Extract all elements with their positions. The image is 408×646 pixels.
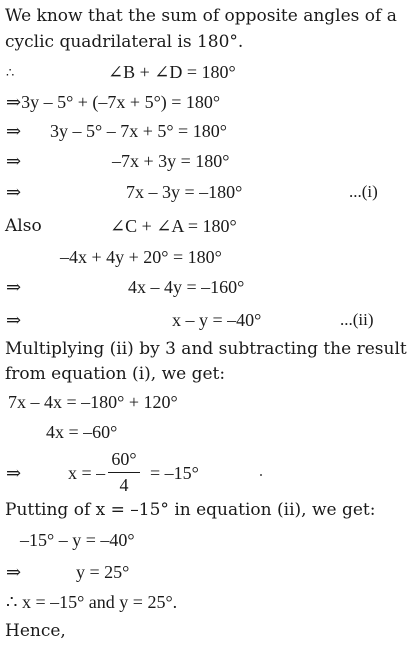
equation-expanded: 3y – 5° – 7x + 5° = 180° <box>50 121 227 141</box>
conclusion-line: ∴ x = –15° and y = 25°. <box>6 592 178 612</box>
equation-y: y = 25° <box>76 562 130 582</box>
implies-arrow: ⇒ <box>6 121 22 141</box>
implies-arrow: ⇒ <box>6 463 22 483</box>
implies-arrow: ⇒ <box>6 562 22 582</box>
stray-mark <box>260 474 262 476</box>
equation-4x: 4x = –60° <box>46 422 118 442</box>
intro-line-1: We know that the sum of opposite angles of a <box>5 6 397 26</box>
equation-simplified: –7x + 3y = 180° <box>112 151 230 171</box>
equation-x-lhs: x = – <box>68 463 106 483</box>
implies-arrow: ⇒ <box>6 182 22 202</box>
equation-c-plus-a: ∠C + ∠A = 180° <box>110 216 237 236</box>
equation-subtracted: 7x – 4x = –180° + 120° <box>8 392 178 412</box>
equation-substituted: ⇒3y – 5° + (–7x + 5°) = 180° <box>6 92 221 112</box>
putting-line: Putting of x = –15° in equation (ii), we get: <box>5 500 376 520</box>
implies-arrow: ⇒ <box>6 277 22 297</box>
equation-ii: x – y = –40° <box>172 310 262 330</box>
equation-b-plus-d: ∠B + ∠D = 180° <box>108 62 236 82</box>
intro-line-2: cyclic quadrilateral is 180°. <box>5 32 244 52</box>
fraction-denominator: 4 <box>119 475 129 495</box>
equation-substitute-x: –15° – y = –40° <box>20 530 135 550</box>
equation-tag-ii: ...(ii) <box>340 310 374 329</box>
implies-arrow: ⇒ <box>6 151 22 171</box>
hence-label: Hence, <box>5 621 66 641</box>
also-label: Also <box>5 216 42 236</box>
therefore-symbol: ∴ <box>6 65 15 80</box>
implies-arrow: ⇒ <box>6 310 22 330</box>
equation-rearranged: 4x – 4y = –160° <box>128 277 245 297</box>
equation-x-rhs: = –15° <box>150 463 199 483</box>
fraction-bar <box>108 472 140 473</box>
multiply-line-2: from equation (i), we get: <box>5 364 226 384</box>
equation-angle-sum: –4x + 4y + 20° = 180° <box>60 247 222 267</box>
multiply-line-1: Multiplying (ii) by 3 and subtracting the result <box>5 339 407 359</box>
equation-i: 7x – 3y = –180° <box>126 182 243 202</box>
fraction-numerator: 60° <box>111 449 137 469</box>
equation-tag-i: ...(i) <box>349 182 378 201</box>
